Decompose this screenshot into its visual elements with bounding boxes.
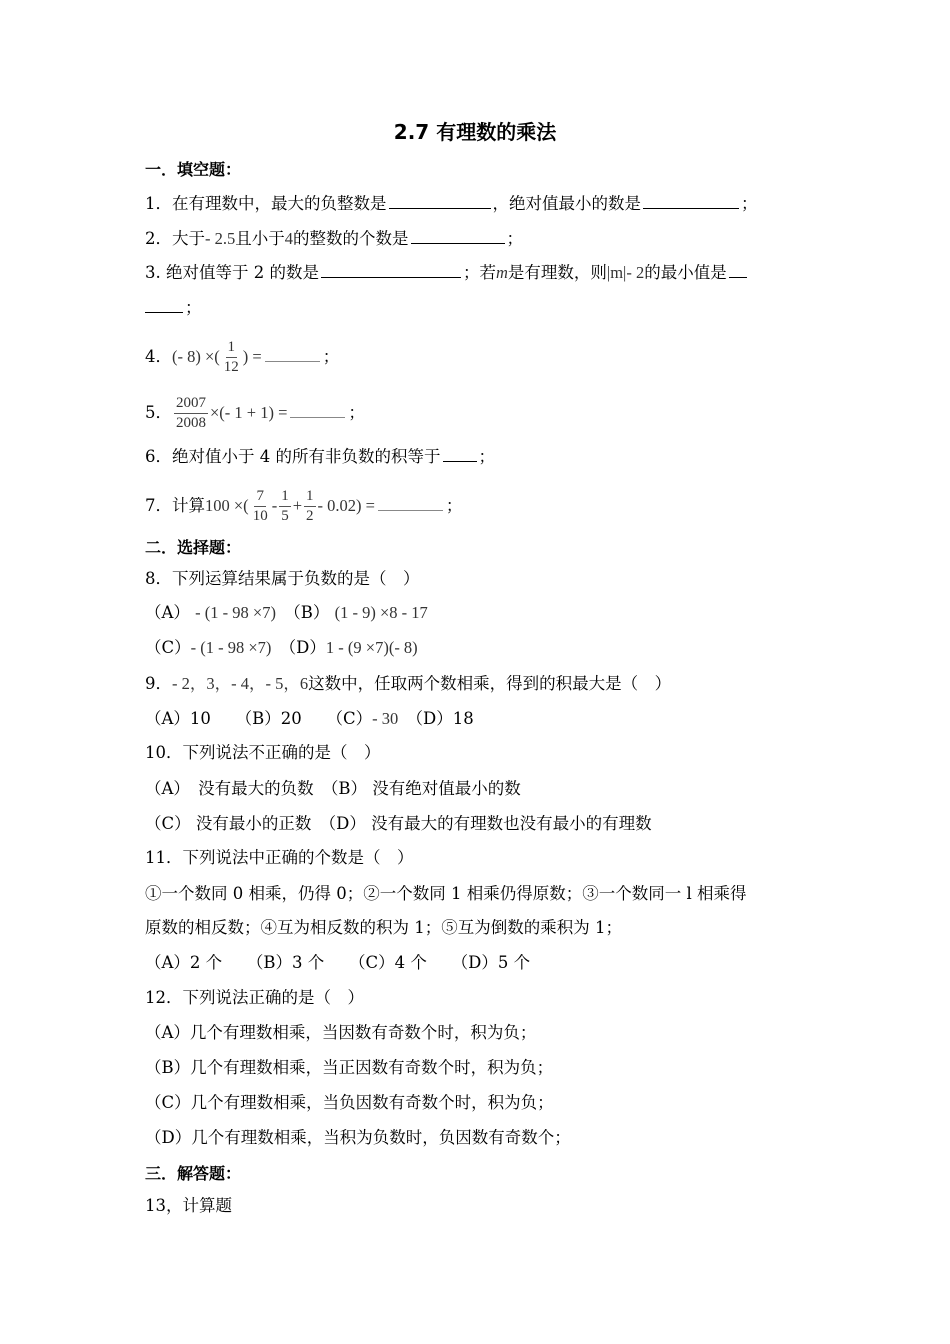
question-7: 7．计算100 ×( $\frac{7}{10}$ - $\frac{1}{5}$ + $\frac{1}{2}$ - 0.02) = ； [145, 488, 463, 524]
question-11-statements-2: 原数的相反数；④互为相反数的积为 1；⑤互为倒数的乘积为 1； [145, 918, 622, 937]
question-12-option-a: （A）几个有理数相乘，当因数有奇数个时，积为负； [145, 1023, 537, 1042]
answer-blank [321, 259, 461, 278]
answer-blank [729, 259, 747, 278]
fraction: $\frac{1}{5}$ [281, 488, 289, 524]
answer-blank [411, 225, 505, 244]
answer-blank [290, 401, 345, 418]
answer-blank [265, 345, 320, 362]
question-13: 13，计算题 [145, 1196, 232, 1215]
question-4: 4．(- 8) ×( $\frac{1}{12}$ ) = ； [145, 339, 340, 375]
question-10-options-cd: （C） 没有最小的正数 （D） 没有最大的有理数也没有最小的有理数 [145, 814, 652, 833]
question-5: 5． $\frac{2007}{2008}$ ×(- 1 + 1) = ； [145, 395, 365, 431]
answer-blank [378, 494, 443, 511]
question-12-option-d: （D）几个有理数相乘，当积为负数时，负因数有奇数个； [145, 1128, 571, 1147]
fraction: $\frac{2007}{2008}$ [176, 395, 206, 431]
question-12-option-b: （B）几个有理数相乘，当正因数有奇数个时，积为负； [145, 1058, 554, 1077]
question-11-options: （A）2 个 （B）3 个 （C）4 个 （D）5 个 [145, 953, 531, 972]
fraction: $\frac{7}{10}$ [252, 488, 268, 524]
question-6: 6．绝对值小于 4 的所有非负数的积等于 ； [145, 443, 495, 469]
question-12-option-c: （C）几个有理数相乘，当负因数有奇数个时，积为负； [145, 1093, 554, 1112]
section-fill-blank: 一．填空题： [145, 160, 242, 179]
section-solutions: 三．解答题： [145, 1164, 242, 1183]
answer-blank [389, 190, 491, 209]
section-multiple-choice: 二．选择题： [145, 538, 242, 557]
answer-blank [643, 190, 739, 209]
question-11: 11．下列说法中正确的个数是（ ） [145, 848, 414, 867]
question-9-options: （A）10 （B）20 （C）- 30 （D）18 [145, 709, 474, 728]
question-9: 9．- 2，3，- 4，- 5，6这数中，任取两个数相乘，得到的积最大是（ ） [145, 674, 672, 693]
answer-blank [443, 443, 477, 462]
fraction: $\frac{1}{2}$ [306, 488, 314, 524]
fraction: $\frac{1}{12}$ [223, 339, 239, 375]
question-8: 8．下列运算结果属于负数的是（ ） [145, 569, 420, 588]
question-1: 1．在有理数中，最大的负整数是 ，绝对值最小的数是 ； [145, 190, 758, 216]
question-10-options-ab: （A） 没有最大的负数 （B） 没有绝对值最小的数 [145, 779, 521, 798]
question-8-options-ab: （A） - (1 - 98 ×7) （B） (1 - 9) ×8 - 17 [145, 603, 428, 622]
page-title: 2.7 有理数的乘法 [393, 120, 557, 144]
question-11-statements-1: ①一个数同 0 相乘，仍得 0；②一个数同 1 相乘仍得原数；③一个数同一 l 相乘得 [145, 884, 747, 903]
question-8-options-cd: （C）- (1 - 98 ×7) （D）1 - (9 ×7)(- 8) [145, 638, 418, 657]
answer-blank [145, 294, 183, 313]
question-3-continued: ； [145, 294, 202, 320]
question-10: 10．下列说法不正确的是（ ） [145, 743, 381, 762]
question-3: 3. 绝对值等于 2 的数是 ；若m是有理数，则|m|- 2的最小值是 [145, 259, 749, 285]
question-12: 12．下列说法正确的是（ ） [145, 988, 364, 1007]
question-2: 2．大于- 2.5且小于4的整数的个数是 ； [145, 225, 523, 251]
